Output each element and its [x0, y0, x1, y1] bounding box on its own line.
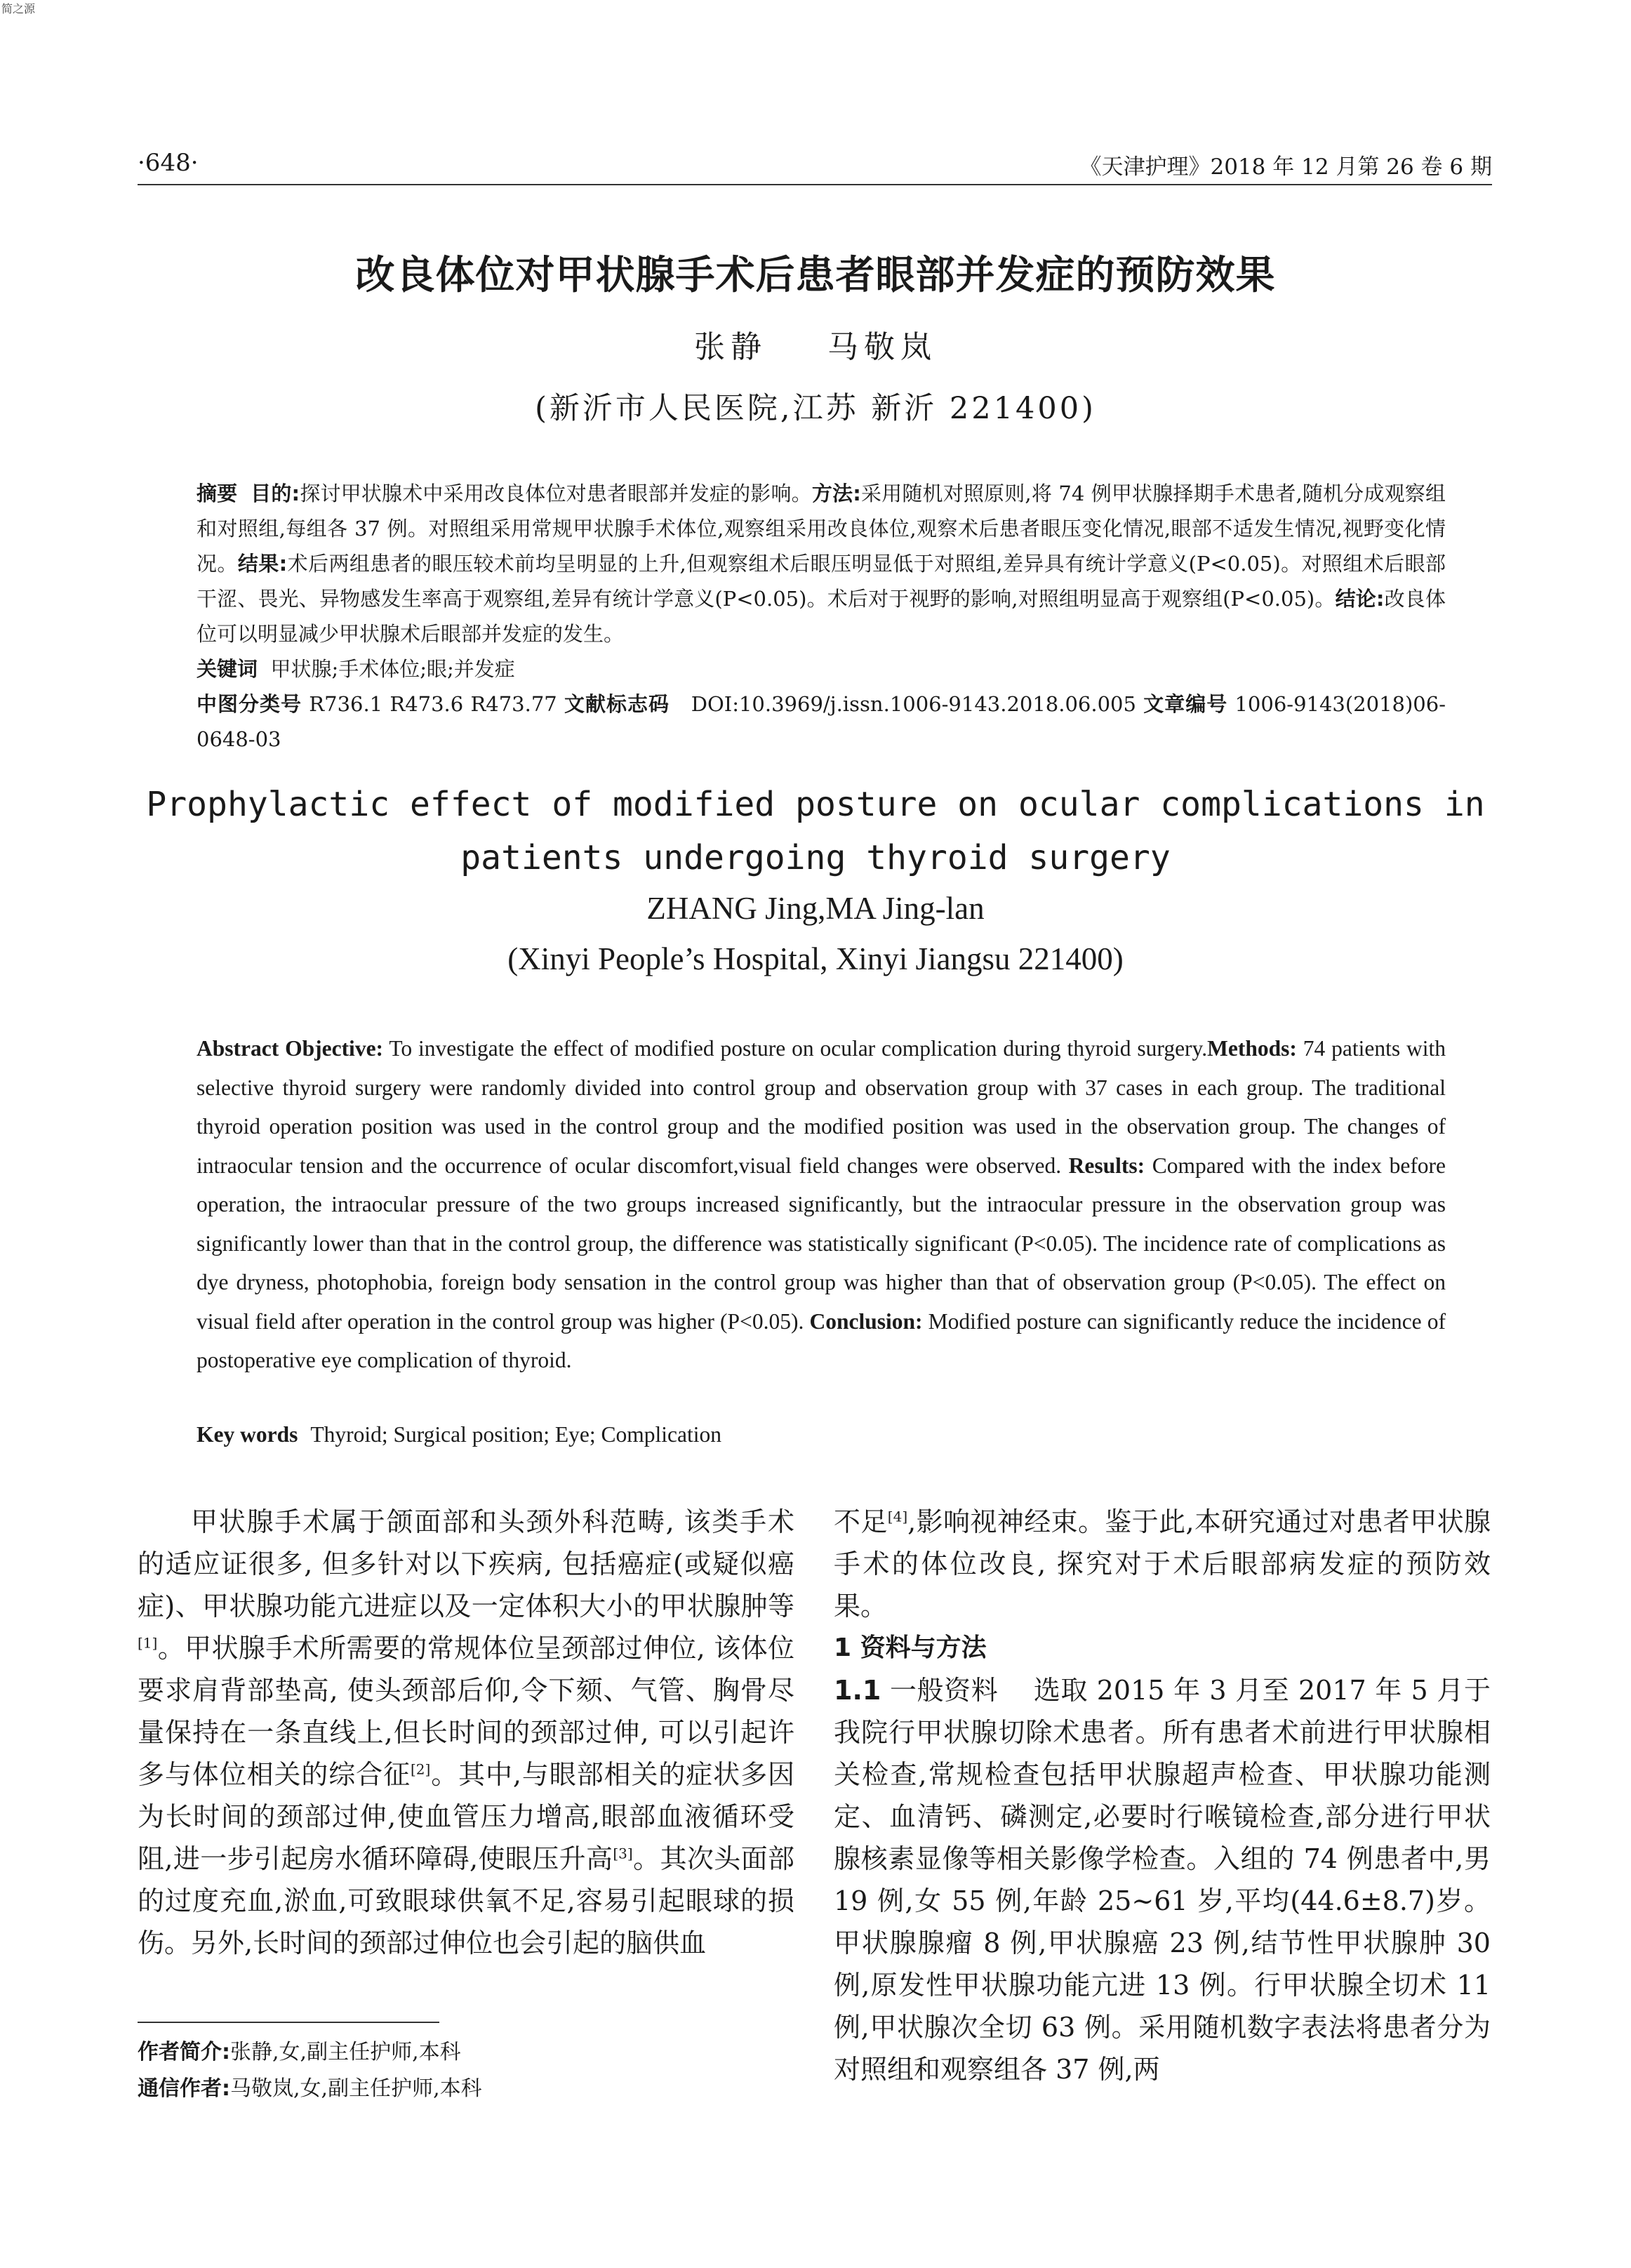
footnote-author [138, 2034, 461, 2065]
body-text: 。甲状腺手术所需要的常规体位呈颈部过伸位, 该体位要求肩背部垫高, 使头颈部后仰,令下颏、气管、胸骨尽量保持在一条直线上,但长时间的颈部过伸, 可以引起许多与体位相关的综合征 [138, 1633, 794, 1790]
conclusion-en-label: Conclusion: [809, 1308, 923, 1334]
keywords-cn-text: 甲状腺;手术体位;眼;并发症 [270, 657, 515, 681]
doi: DOI:10.3969/j.issn.1006-9143.2018.06.005 [691, 692, 1136, 716]
keywords-en-label: Key words [197, 1422, 298, 1447]
body-text: ,影响视神经束。鉴于此,本研究通过对患者甲状腺手术的体位改良, 探究对于术后眼部病发症的预防效果。 [834, 1506, 1491, 1622]
title-cn: 改良体位对甲状腺手术后患者眼部并发症的预防效果 [355, 253, 1276, 298]
methods-en-label: Methods: [1207, 1036, 1297, 1061]
article-number-label: 文章编号 [1143, 692, 1228, 716]
objective-en-text: To investigate the effect of modified posture on ocular complication during thyroid surgery. [389, 1036, 1208, 1061]
reference-3: [3] [613, 1845, 633, 1862]
body-paragraph [834, 1669, 1491, 2090]
journal-citation: 《天津护理》2018 年 12 月第 26 卷 6 期 [1079, 154, 1492, 180]
body-text: 不足 [834, 1506, 888, 1537]
body-text: 。其次头面部的过度充血,淤血,可致眼球供氧不足,容易引起眼球的损伤。另外,长时间的颈部过伸位也会引起的脑供血 [138, 1843, 794, 1958]
conclusion-cn-label: 结论: [1335, 587, 1385, 611]
affiliation-en: (Xinyi People’s Hospital, Xinyi Jiangsu 221400) [507, 941, 1124, 976]
footnote-corresponding-label: 通信作者: [138, 2076, 230, 2101]
footnote-author-text: 张静,女,副主任护师,本科 [230, 2040, 461, 2064]
methods-en-text: 74 patients with selective thyroid surgery were randomly divided into control group and observation group with 37 cases in each group. The traditional thyroid operation position was used in the control group and the modified position was used in the observation group. The changes of intraocular tension and the occurrence of ocular discomfort,visual field changes were observed. [197, 1036, 1446, 1178]
section-heading: 1 资料与方法 [834, 1633, 987, 1662]
reference-4: [4] [887, 1508, 908, 1525]
body-column-left [138, 1501, 794, 1964]
footnote-author-label: 作者简介: [138, 2040, 230, 2064]
authors-cn: 张静 马敬岚 [694, 329, 937, 365]
reference-2: [2] [410, 1760, 431, 1778]
keywords-en [197, 1422, 721, 1447]
objective-cn-text: 探讨甲状腺术中采用改良体位对患者眼部并发症的影响。 [300, 482, 812, 505]
affiliation-cn: (新沂市人民医院,江苏 新沂 221400) [535, 391, 1096, 426]
subsection-number: 1.1 [834, 1675, 881, 1706]
conclusion-cn-text: 改良体位可以明显减少甲状腺术后眼部并发症的发生。 [197, 587, 1446, 646]
results-en-label: Results: [1068, 1153, 1145, 1178]
title-en-line2: patients undergoing thyroid surgery [460, 838, 1171, 877]
page-header [138, 143, 1492, 183]
article-number: 1006-9143(2018)06-0648-03 [197, 692, 1446, 751]
abstract-en [197, 1029, 1446, 1380]
footnote-rule [138, 2022, 439, 2023]
abstract-cn [197, 476, 1446, 757]
methods-cn-label: 方法: [811, 482, 861, 505]
body-text: 选取 2015 年 3 月至 2017 年 5 月于我院行甲状腺切除术患者。所有患者术前进行甲状腺相关检查,常规检查包括甲状腺超声检查、甲状腺功能测定、血清钙、磷测定,必要时行喉镜检查,部分进行甲状腺核素显像等相关影像学检查。入组的 74 例患者中,男 19 例,女 55 例,年龄 25~61 岁,平均(44.6±8.7)岁。甲状腺腺瘤 8 例,甲状腺癌 23 例,结节性甲状腺肿 30 例,原发性甲状腺功能亢进 13 例。行甲状腺全切术 11 例,甲状腺次全切 63 例。采用随机数字表法将患者分为对照组和观察组各 37 例,两 [834, 1675, 1491, 2085]
keywords-cn-label: 关键词 [197, 657, 258, 681]
body-text: 。其中,与眼部相关的症状多因为长时间的颈部过伸,使血管压力增高,眼部血液循环受阻,进一步引起房水循环障碍,使眼压升高 [138, 1759, 794, 1874]
body-column-right [834, 1501, 1491, 2090]
footnote-corresponding [138, 2071, 482, 2102]
title-en [0, 778, 1631, 884]
title-en-line1: Prophylactic effect of modified posture on ocular complications in [146, 785, 1485, 824]
reference-1: [1] [138, 1634, 158, 1652]
authors-en: ZHANG Jing,MA Jing-lan [646, 891, 985, 926]
subsection-title: 一般资料 [889, 1675, 999, 1706]
clc-label: 中图分类号 [197, 692, 302, 716]
body-paragraph [834, 1501, 1491, 1627]
body-paragraph [138, 1501, 794, 1964]
results-cn-text: 术后两组患者的眼压较术前均呈明显的上升,但观察组术后眼压明显低于对照组,差异具有统计学意义(P<0.05)。对照组术后眼部干涩、畏光、异物感发生率高于观察组,差异有统计学意义(P<0.05)。术后对于视野的影响,对照组明显高于观察组(P<0.05)。 [197, 552, 1446, 611]
abstract-en-label: Abstract Objective: [197, 1036, 384, 1061]
results-cn-label: 结果: [237, 552, 288, 576]
footnote-corresponding-text: 马敬岚,女,副主任护师,本科 [230, 2076, 482, 2101]
keywords-en-text: Thyroid; Surgical position; Eye; Complication [310, 1422, 721, 1447]
results-en-text: Compared with the index before operation, the intraocular pressure of the two groups increased significantly, but the intraocular pressure in the observation group was significantly lower than that in the control group, the difference was statistically significant (P<0.05). The incidence rate of complications as dye dryness, photophobia, foreign body sensation in the control group was higher than that of observation group (P<0.05). The effect on visual field after operation in the control group was higher (P<0.05). [197, 1153, 1446, 1334]
header-rule [138, 184, 1492, 185]
methods-cn-text: 采用随机对照原则,将 74 例甲状腺择期手术患者,随机分成观察组和对照组,每组各 37 例。对照组采用常规甲状腺手术体位,观察组采用改良体位,观察术后患者眼压变化情况,眼部不适发生情况,视野变化情况。 [197, 482, 1446, 576]
conclusion-en-text: Modified posture can significantly reduce the incidence of postoperative eye complication of thyroid. [197, 1308, 1446, 1372]
page-number: ·648· [138, 149, 199, 177]
corner-mark: 简之源 [1, 2, 36, 15]
body-text: 甲状腺手术属于颌面部和头颈外科范畴, 该类手术的适应证很多, 但多针对以下疾病, 包括癌症(或疑似癌症)、甲状腺功能亢进症以及一定体积大小的甲状腺肿等 [138, 1506, 794, 1622]
clc-codes: R736.1 R473.6 R473.77 [309, 692, 557, 716]
objective-cn-label: 目的: [251, 482, 300, 505]
abstract-cn-label: 摘要 [197, 482, 238, 505]
doc-code-label: 文献标志码 [564, 692, 670, 716]
